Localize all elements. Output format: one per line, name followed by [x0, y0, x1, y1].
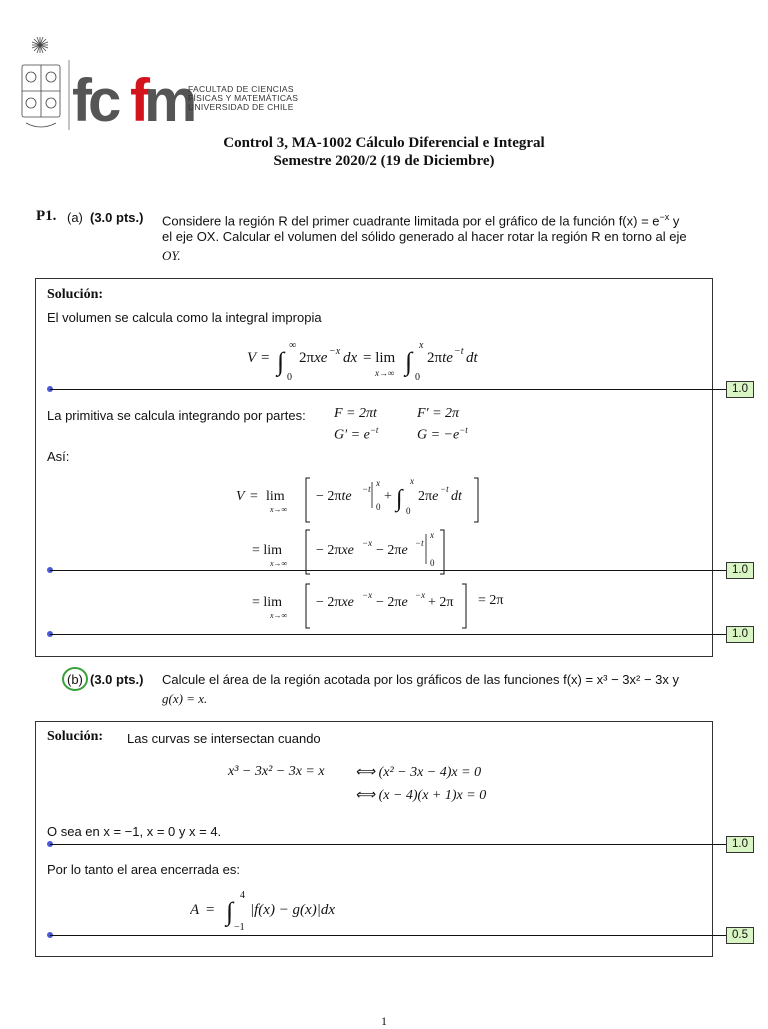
svg-text:− 2πxe: − 2πxe: [316, 543, 354, 558]
score-line: [50, 935, 727, 936]
asi-text: Así:: [47, 449, 70, 464]
svg-text:2πte: 2πte: [427, 350, 453, 366]
svg-text:− 2πte: − 2πte: [316, 489, 352, 504]
svg-text:− 2πe: − 2πe: [376, 595, 408, 610]
svg-text:− 2πe: − 2πe: [376, 543, 408, 558]
svg-text:fc: fc: [72, 67, 118, 134]
svg-text:lim: lim: [266, 489, 285, 504]
primitive-F: F = 2πt: [334, 406, 377, 421]
area-integral-svg: [190, 888, 380, 932]
svg-text:|f(x) − g(x)|dx: |f(x) − g(x)|dx: [250, 902, 335, 918]
svg-text:∫: ∫: [405, 347, 413, 376]
svg-text:−x: −x: [329, 346, 341, 357]
svg-text:dt: dt: [451, 489, 462, 504]
score-line: [50, 634, 727, 635]
faculty-name: [188, 85, 298, 112]
score-badge: 1.0: [726, 626, 754, 643]
title-line-1: Control 3, MA-1002 Cálculo Diferencial e Integral: [223, 135, 545, 151]
part-b-points: (3.0 pts.): [90, 672, 144, 687]
svg-text:∫: ∫: [226, 897, 234, 926]
solution-a-intro: El volumen se calcula como la integral impropia: [47, 310, 322, 325]
part-a-text-1: Considere la región R del primer cuadrante limitada por el gráfico de la función f(x) = e: [162, 213, 660, 229]
score-line: [50, 570, 727, 571]
svg-text:0: 0: [287, 372, 292, 383]
part-a-statement-line-3: OY.: [162, 248, 181, 263]
svg-text:x→∞: x→∞: [270, 559, 288, 568]
svg-text:=: =: [261, 350, 270, 366]
svg-text:−t: −t: [362, 484, 371, 494]
svg-text:∞: ∞: [289, 340, 297, 351]
intersection-equation-right-2: ⟺ (x − 4)(x + 1)x = 0: [355, 788, 487, 803]
svg-text:= lim: = lim: [363, 350, 396, 366]
svg-text:−t: −t: [454, 346, 464, 357]
svg-text:m: m: [144, 67, 196, 134]
score-badge: 1.0: [726, 381, 754, 398]
primitive-text: La primitiva se calcula integrando por partes:: [47, 408, 306, 423]
area-text: Por lo tanto el area encerrada es:: [47, 862, 240, 877]
page-number: 1: [381, 1014, 387, 1028]
score-badge: 1.0: [726, 562, 754, 579]
svg-text:f: f: [130, 67, 150, 134]
svg-text:0: 0: [406, 506, 411, 516]
svg-text:−x: −x: [362, 538, 373, 548]
svg-text:V: V: [247, 350, 257, 366]
volume-integral-svg: [247, 340, 507, 386]
svg-text:0: 0: [430, 558, 435, 568]
primitive-G: [417, 425, 468, 444]
part-b-statement-line-1: Calcule el área de la región acotada por los gráficos de las funciones f(x) = x³ − 3x² − 3x y: [162, 672, 680, 687]
part-a-sup: −x: [659, 212, 670, 222]
svg-text:−1: −1: [234, 922, 245, 932]
g-prime-base: G′ = e: [334, 427, 370, 443]
svg-text:∫: ∫: [277, 347, 285, 376]
solution-b-heading: Solución:: [47, 729, 104, 744]
fcfm-wordmark: [72, 67, 195, 134]
svg-text:∫: ∫: [396, 486, 403, 512]
svg-text:A: A: [190, 902, 200, 918]
svg-text:−x: −x: [362, 590, 373, 600]
volume-integral-equation: [247, 340, 507, 391]
svg-text:dx: dx: [343, 350, 358, 366]
svg-text:x→∞: x→∞: [270, 611, 288, 620]
title-line-2: Semestre 2020/2 (19 de Diciembre): [273, 153, 495, 169]
svg-text:x: x: [419, 340, 424, 351]
part-a-statement-line-2: el eje OX. Calcular el volumen del sólido generado al hacer rotar la región R en torno al eje: [162, 229, 687, 244]
svg-text:+ 2π: + 2π: [428, 595, 454, 610]
g-prime-sup: −t: [369, 425, 379, 435]
primitive-G-prime: [334, 425, 378, 444]
part-b-statement-line-2: g(x) = x.: [162, 691, 208, 706]
part-b-label: (b): [67, 672, 83, 687]
solution-a-heading: Solución:: [47, 287, 104, 302]
document-title: [0, 134, 768, 170]
solutions-text: O sea en x = −1, x = 0 y x = 4.: [47, 824, 222, 839]
score-badge: 1.0: [726, 836, 754, 853]
primitive-F-prime: F′ = 2π: [417, 406, 460, 421]
solution-b-intro: Las curvas se intersectan cuando: [127, 731, 321, 746]
svg-text:0: 0: [415, 372, 420, 383]
area-integral: [190, 888, 380, 937]
svg-text:− 2πxe: − 2πxe: [316, 595, 354, 610]
svg-text:2πxe: 2πxe: [299, 350, 328, 366]
svg-text:0: 0: [376, 502, 381, 512]
svg-text:=: =: [206, 902, 215, 918]
score-line: [50, 389, 727, 390]
faculty-line-1: FACULTAD DE CIENCIAS: [188, 84, 294, 94]
problem-label: P1.: [36, 208, 57, 224]
g-base: G = −e: [417, 427, 460, 443]
faculty-line-3: UNIVERSIDAD DE CHILE: [188, 102, 294, 112]
intersection-equation-right-1: ⟺ (x² − 3x − 4)x = 0: [355, 765, 482, 780]
svg-text:2πe: 2πe: [418, 489, 439, 504]
part-a-points: (3.0 pts.): [90, 210, 144, 225]
score-badge: 0.5: [726, 927, 754, 944]
svg-text:= lim: = lim: [252, 595, 283, 610]
svg-text:= lim: = lim: [252, 543, 283, 558]
svg-text:x→∞: x→∞: [375, 368, 395, 378]
svg-text:−t: −t: [440, 484, 449, 494]
svg-text:4: 4: [240, 890, 245, 901]
svg-text:−x: −x: [415, 590, 426, 600]
svg-text:x: x: [376, 478, 380, 488]
svg-text:V: V: [236, 489, 245, 504]
svg-text:x: x: [430, 530, 434, 540]
score-line: [50, 844, 727, 845]
faculty-line-2: FÍSICAS Y MATEMÁTICAS: [188, 93, 299, 103]
svg-text:=: =: [250, 489, 258, 504]
svg-text:+: +: [384, 489, 392, 504]
svg-text:x: x: [410, 476, 414, 486]
svg-text:dt: dt: [466, 350, 478, 366]
derivation-result: = 2π: [478, 593, 504, 608]
g-sup: −t: [459, 425, 468, 435]
svg-text:−t: −t: [415, 538, 424, 548]
part-a-label: (a): [67, 210, 83, 225]
part-a-text-1-end: y: [669, 213, 680, 229]
svg-text:x→∞: x→∞: [270, 505, 288, 514]
intersection-equation-left: x³ − 3x² − 3x = x: [228, 764, 325, 779]
